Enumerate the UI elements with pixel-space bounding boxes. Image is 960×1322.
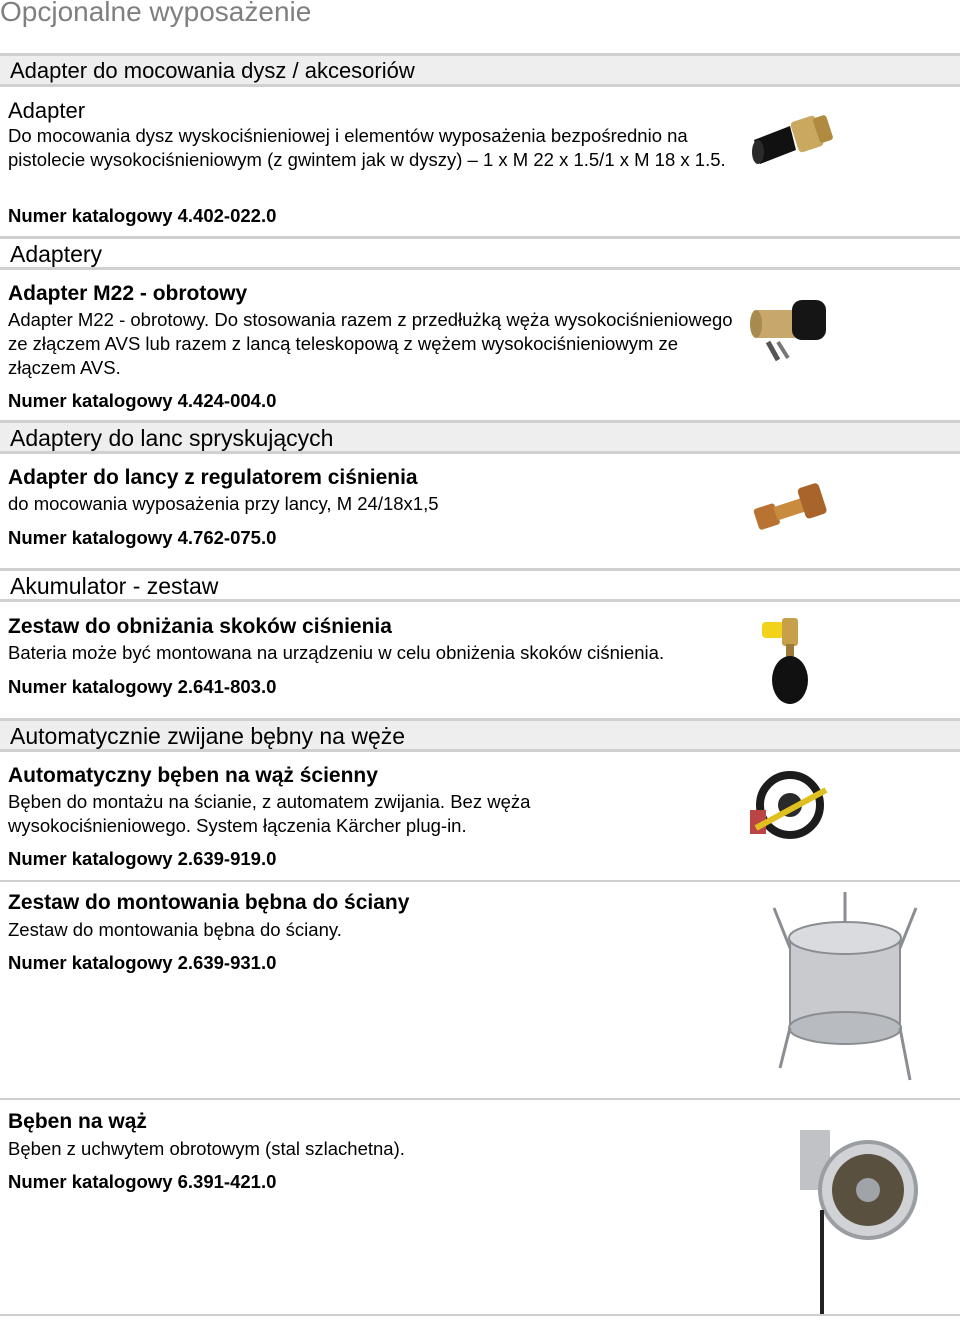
brass-lance-adapter-icon bbox=[750, 478, 830, 536]
item-title: Automatyczny bęben na wąż ścienny bbox=[8, 764, 378, 787]
catalog-number: Numer katalogowy 2.639-919.0 bbox=[8, 848, 277, 869]
page-bottom-divider bbox=[0, 1314, 960, 1316]
item-description: do mocowania wyposażenia przy lancy, M 24/18x1,5 bbox=[8, 493, 439, 514]
item-description: Do mocowania dysz wyskociśnieniowej i elementów wyposażenia bezpośrednio na pistolecie wysokociśnieniowym (z gwintem jak w dyszy) – 1 x M 22 x 1.5/1 x M 18 x 1.5. bbox=[8, 125, 726, 170]
item-divider bbox=[0, 880, 960, 882]
nozzle-adapter-icon bbox=[750, 110, 834, 172]
mounting-kit-icon bbox=[770, 888, 918, 1084]
section-title: Adapter do mocowania dysz / akcesoriów bbox=[10, 58, 415, 83]
item-title: Zestaw do obniżania skoków ciśnienia bbox=[8, 615, 392, 638]
wall-hose-reel-icon bbox=[746, 770, 834, 840]
section-title: Adaptery bbox=[10, 241, 103, 267]
item-description: Adapter M22 - obrotowy. Do stosowania razem z przedłużką węża wysokociśnieniowego ze złączem AVS lub razem z lancą teleskopową z wężem wysokociśnieniowym ze złączem AVS. bbox=[8, 309, 733, 378]
section-header bbox=[0, 718, 960, 752]
item-description: Bateria może być montowana na urządzeniu w celu obniżenia skoków ciśnienia. bbox=[8, 642, 665, 663]
section-title: Adaptery do lanc spryskujących bbox=[10, 425, 334, 451]
catalog-number: Numer katalogowy 6.391-421.0 bbox=[8, 1171, 277, 1192]
item-title: Adapter do lancy z regulatorem ciśnienia bbox=[8, 466, 418, 489]
item-title: Adapter M22 - obrotowy bbox=[8, 282, 248, 305]
item-title: Adapter bbox=[8, 98, 86, 123]
catalog-number: Numer katalogowy 2.641-803.0 bbox=[8, 676, 277, 697]
section-title: Akumulator - zestaw bbox=[10, 573, 219, 599]
rotary-adapter-icon bbox=[748, 292, 832, 366]
catalog-number: Numer katalogowy 4.762-075.0 bbox=[8, 527, 277, 548]
item-title: Zestaw do montowania bębna do ściany bbox=[8, 891, 410, 914]
item-description: Bęben z uchwytem obrotowym (stal szlachetna). bbox=[8, 1138, 405, 1159]
section-header bbox=[0, 420, 960, 454]
section-header bbox=[0, 53, 960, 87]
catalog-number: Numer katalogowy 4.424-004.0 bbox=[8, 390, 277, 411]
section-header bbox=[0, 236, 960, 270]
pressure-accumulator-icon bbox=[758, 612, 810, 704]
item-description: Zestaw do montowania bębna do ściany. bbox=[8, 919, 342, 940]
catalog-number: Numer katalogowy 2.639-931.0 bbox=[8, 952, 277, 973]
item-divider bbox=[0, 1098, 960, 1100]
steel-hose-reel-icon bbox=[792, 1120, 920, 1316]
section-header bbox=[0, 568, 960, 602]
item-title: Bęben na wąż bbox=[8, 1110, 147, 1133]
section-title: Automatycznie zwijane bębny na węże bbox=[10, 723, 406, 749]
catalog-number: Numer katalogowy 4.402-022.0 bbox=[8, 205, 277, 226]
item-description: Bęben do montażu na ścianie, z automatem zwijania. Bez węża wysokociśnieniowego. System łączenia Kärcher plug-in. bbox=[8, 791, 531, 836]
page-title: Opcjonalne wyposażenie bbox=[0, 0, 312, 27]
